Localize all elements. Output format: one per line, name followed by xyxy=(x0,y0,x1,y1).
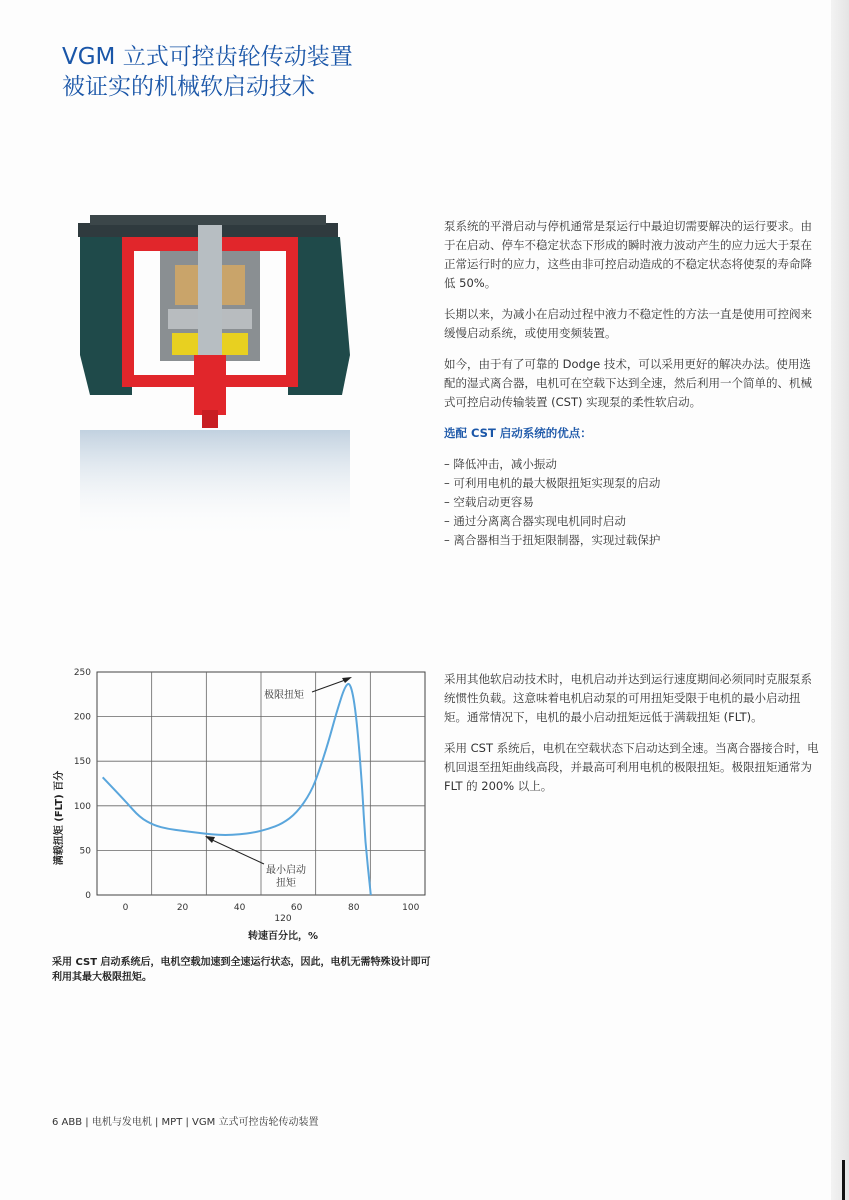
annotation-min-arrow xyxy=(208,838,264,864)
advantage-item: – 可利用电机的最大极限扭矩实现泵的启动 xyxy=(444,476,661,490)
chart-x-label: 转速百分比，% xyxy=(247,931,319,942)
torque-curve xyxy=(103,684,371,895)
page-edge-mark xyxy=(842,1160,845,1200)
advantage-item: – 降低冲击，减小振动 xyxy=(444,457,557,471)
gearbox-cutaway-illustration xyxy=(60,205,360,545)
torque-chart xyxy=(50,660,430,950)
intro-text xyxy=(444,217,819,550)
advantages-list xyxy=(444,455,819,550)
intro-paragraph-2: 长期以来，为减小在启动过程中液力不稳定性的方法一直是使用可控阀来缓慢启动系统，或使用变频装置。 xyxy=(444,307,812,340)
y-tick-label: 50 xyxy=(79,846,91,857)
x-tick-label: 20 xyxy=(176,903,189,913)
y-tick-label: 250 xyxy=(73,668,91,678)
advantage-item: – 通过分离离合器实现电机同时启动 xyxy=(444,514,626,528)
x-tick-label: 60 xyxy=(290,903,303,913)
body-text-2 xyxy=(444,670,819,808)
annotation-min-torque-line1: 最小启动 xyxy=(266,865,306,876)
y-tick-label: 200 xyxy=(73,712,91,723)
x-tick-label: 40 xyxy=(233,903,246,913)
annotation-max-torque: 极限扭矩 xyxy=(264,690,304,701)
chart-x-ticks xyxy=(123,903,420,913)
chart-y-ticks xyxy=(74,668,91,901)
chart-y-label: 满载扭矩 (FLT) 百分 xyxy=(54,770,65,866)
body-paragraph-1: 采用其他软启动技术时，电机启动并达到运行速度期间必须同时克服泵系统惯性负载。这意味着电机启动泵的可用扭矩受限于电机的最小启动扭矩。通常情况下，电机的最小启动扭矩远低于满载扭矩 (FLT)。 xyxy=(444,672,812,724)
advantage-item: – 空载启动更容易 xyxy=(444,495,534,509)
page-footer: 6 ABB | 电机与发电机 | MPT | VGM 立式可控齿轮传动装置 xyxy=(52,1117,319,1128)
chart-caption: 采用 CST 启动系统后，电机空载加速到全速运行状态，因此，电机无需特殊设计即可利用其最大极限扭矩。 xyxy=(52,957,431,983)
title-line-1: VGM 立式可控齿轮传动装置 xyxy=(62,44,353,70)
annotation-min-torque-line2: 扭矩 xyxy=(276,878,296,889)
intro-paragraph-1: 泵系统的平滑启动与停机通常是泵运行中最迫切需要解决的运行要求。由于在启动、停车不稳定状态下形成的瞬时液力波动产生的应力远大于泵在正常运行时的应力，这些由非可控启动造成的不稳定状态将使泵的寿命降低 50%。 xyxy=(444,219,812,290)
y-tick-label: 100 xyxy=(73,801,91,812)
title-line-2: 被证实的机械软启动技术 xyxy=(62,74,315,100)
x-tick-label: 80 xyxy=(347,903,360,913)
annotation-max-arrowhead xyxy=(342,677,352,683)
advantages-title: 选配 CST 启动系统的优点： xyxy=(444,426,592,440)
x-tick-label: 0 xyxy=(122,903,129,913)
body-paragraph-2: 采用 CST 系统后，电机在空载状态下启动达到全速。当离合器接合时，电机回退至扭矩曲线高段，并最高可利用电机的极限扭矩。极限扭矩通常为 FLT 的 200% 以上。 xyxy=(444,741,819,793)
advantage-item: – 离合器相当于扭矩限制器，实现过载保护 xyxy=(444,533,661,547)
intro-paragraph-3: 如今，由于有了可靠的 Dodge 技术，可以采用更好的解决办法。使用选配的湿式离合器，电机可在空载下达到全速，然后利用一个简单的、机械式可控启动传输装置 (CST) 实现泵的柔性软启动。 xyxy=(444,357,812,409)
page-title xyxy=(62,42,353,102)
chart-grid xyxy=(97,672,425,895)
x-tick-label: 100 xyxy=(402,903,420,913)
y-tick-label: 0 xyxy=(85,891,91,901)
page-edge xyxy=(831,0,849,1200)
y-tick-label: 150 xyxy=(73,757,91,768)
annotation-max-arrow xyxy=(312,679,348,692)
chart-x-extra-tick: 120 xyxy=(274,914,292,924)
